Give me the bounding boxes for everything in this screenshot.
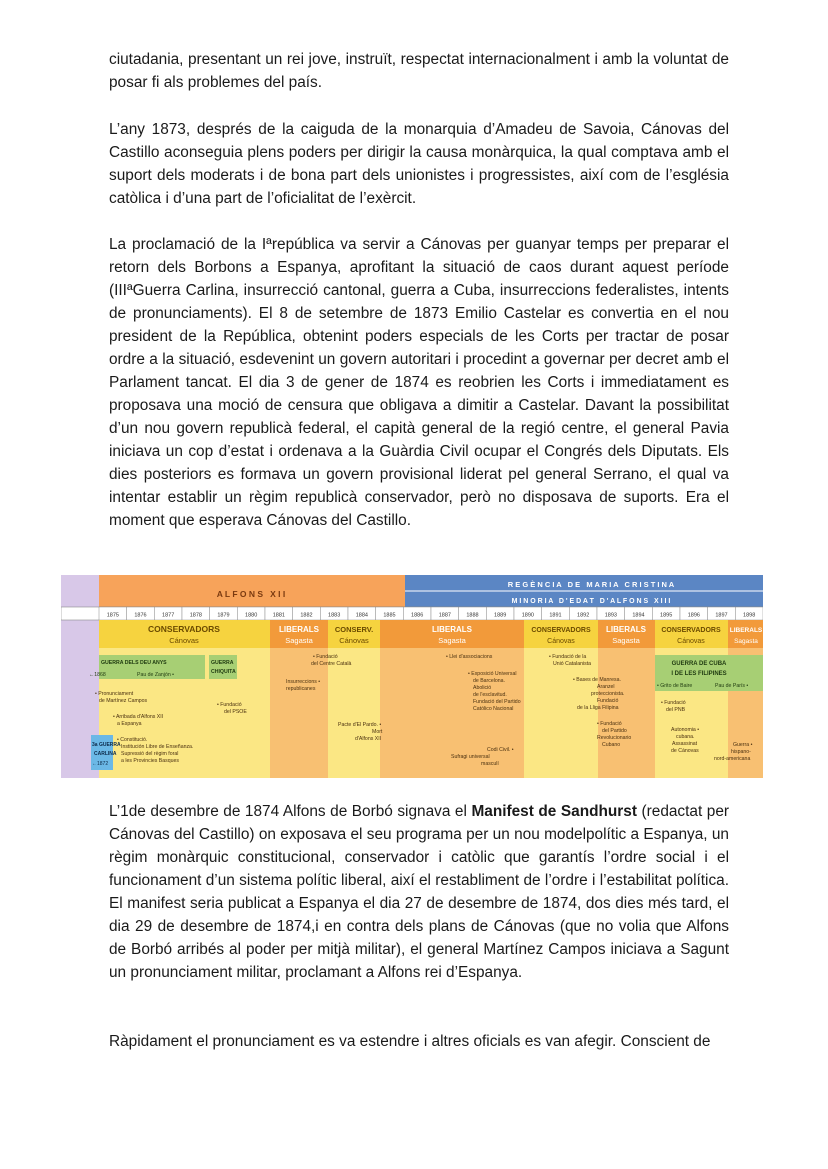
year-label: 1877 bbox=[162, 612, 175, 619]
gov-leader-4: Sagasta bbox=[438, 636, 466, 645]
guerra-cuba-label-1: GUERRA DE CUBA bbox=[671, 661, 727, 667]
year-label: 1883 bbox=[328, 612, 341, 619]
guerra-chiquita-label-2: CHIQUITA bbox=[211, 669, 236, 675]
guerra-chiquita-label-1: GUERRA bbox=[211, 660, 234, 666]
gov-leader-3: Cánovas bbox=[339, 636, 369, 645]
year-label: 1881 bbox=[272, 612, 285, 619]
gov-party-1: CONSERVADORS bbox=[148, 624, 220, 634]
paragraph-4-rest: (redactat per Cánovas del Castillo) on exposava el seu programa per un nou modelpolític a Espanya, un règim monàrquic constitucional, conservador i catòlic que garantís l’ordre social i el funcionament d’un sistema polític liberal, així el restabliment de l’ordre i l’estabilitat política. El manifest seria publicat a Espanya el dia 27 de desembre de 1874, dos dies més tard, el dia 29 de desembre de 1874,i en contra dels plans de Cánovas (que no volia que Alfons de Borbó arribés al poder per mitjà militar), el general Martínez Campos iniciava a Sagunt un pronunciament militar, proclamant a Alfons rei d’Espanya. bbox=[109, 803, 730, 981]
insurreccions-2: republicanes bbox=[286, 686, 316, 692]
year-label: 1884 bbox=[355, 612, 368, 619]
autonomia-1: Autonomia • bbox=[671, 727, 700, 733]
unio-catalanista-2: Unió Catalanista bbox=[553, 661, 592, 667]
year-label: 1891 bbox=[549, 612, 562, 619]
psoe-2: del PSOE bbox=[224, 709, 247, 715]
exposicio-1: • Exposició Universal bbox=[468, 671, 517, 677]
hispano-2: hispano- bbox=[731, 749, 751, 755]
manifest-sandhurst-title: Manifest de Sandhurst bbox=[471, 803, 637, 820]
exposicio-5: Fundació del Partido bbox=[473, 699, 521, 705]
year-label: 1895 bbox=[660, 612, 673, 619]
constitucio-3: Supressió del règim foral bbox=[121, 751, 179, 757]
carlina-label-2: CARLINA bbox=[94, 751, 117, 757]
codi-civil-1: Codi Civil. • bbox=[487, 747, 514, 753]
year-label: 1897 bbox=[715, 612, 728, 619]
pnb-2: del PNB bbox=[666, 707, 686, 713]
constitucio-2: Institución Libre de Enseñanza. bbox=[121, 744, 194, 750]
year-label: 1889 bbox=[494, 612, 507, 619]
pau-paris-label: Pau de París • bbox=[715, 683, 749, 689]
year-label: 1885 bbox=[383, 612, 396, 619]
centre-catala-1: • Fundació bbox=[313, 654, 338, 660]
year-label: 1892 bbox=[577, 612, 590, 619]
llei-associacions: • Llei d'associacions bbox=[446, 654, 493, 660]
guerra-chiquita-box bbox=[209, 655, 237, 679]
paragraph-3: La proclamació de la Iªrepública va servir a Cánovas per guanyar temps per preparar el retorn dels Borbons a Espanya, aprofitant la situació de caos durant aquest període (IIIªGuerra Carlina, insurrecció cantonal, guerra a Cuba, insurreccions federalistes, intents de pronunciaments). El 8 de setembre de 1873 Emilio Castelar es convertia en el nou president de la República, obtenint poders especials de les Corts per tractar de posar ordre a la situació, esdevenint un govern autoritari i procedint a governar per decret amb el Parlament tancat. El dia 3 de gener de 1874 es reobrien les Corts i immediatament es proposava una moció de censura que obligava a dimitir a Castelar. Davant la possibilitat d’un nou govern republicà federal, el capità general de la regió centre, el general Pavia iniciava un cop d’estat i ordenava a la Guàrdia Civil ocupar el Congrés dels Diputats. Els dies posteriors es formava un govern provisional liderat pel general Serrano, el qual va intentar establir un règim republicà conservador, però no disposava de suports. Era el moment que esperava Cánovas del Castillo. bbox=[109, 236, 729, 529]
year-label: 1876 bbox=[134, 612, 147, 619]
constitucio-1: • Constitució. bbox=[117, 737, 148, 743]
constitucio-4: a les Provincies Basques bbox=[121, 758, 179, 764]
year-label: 1879 bbox=[217, 612, 230, 619]
year-label: 1896 bbox=[687, 612, 700, 619]
unio-catalanista-1: • Fundació de la bbox=[549, 654, 587, 660]
pau-zanjon-label: Pau de Zanjón • bbox=[137, 672, 175, 678]
gov-leader-1: Cánovas bbox=[169, 636, 199, 645]
insurreccions-1: Insurreccions • bbox=[286, 679, 321, 685]
gov-party-2: LIBERALS bbox=[279, 625, 319, 634]
year-label: 1888 bbox=[466, 612, 479, 619]
autonomia-2: cubana. bbox=[676, 734, 695, 740]
reign-alfons-label: A L F O N S X I I bbox=[216, 589, 286, 599]
gov-leader-6: Sagasta bbox=[612, 636, 640, 645]
pacte-pardo-3: d'Alfons XII bbox=[355, 736, 382, 742]
exposicio-2: de Barcelona. bbox=[473, 678, 506, 684]
gov-leader-5: Cánovas bbox=[547, 638, 575, 645]
carlina-label-3: ←1872 bbox=[92, 761, 109, 767]
gov-leader-8: Sagasta bbox=[734, 638, 758, 645]
paragraph-4-intro: L’1de desembre de 1874 Alfons de Borbó signava el bbox=[109, 803, 472, 820]
codi-civil-2: Sufragi universal bbox=[451, 754, 490, 760]
gov-party-5: CONSERVADORS bbox=[531, 627, 591, 634]
pacte-pardo-2: Mort bbox=[372, 729, 383, 735]
year-label: 1880 bbox=[245, 612, 258, 619]
hispano-3: nord-americana bbox=[714, 756, 751, 762]
hispano-1: Guerra • bbox=[733, 742, 753, 748]
grito-baire-label: • Grito de Baire bbox=[657, 683, 693, 689]
year-label: 1898 bbox=[743, 612, 756, 619]
gov-party-7: CONSERVADORS bbox=[661, 627, 721, 634]
pronunciament-2: de Martínez Campos bbox=[99, 698, 148, 704]
timeline-figure bbox=[61, 575, 763, 778]
paragraph-2: L’any 1873, després de la caiguda de la monarquia d’Amadeu de Savoia, Cánovas del Castillo aconseguia plens poders per dirigir la causa monàrquica, la qual comptava amb el suport dels moderats i de bona part dels unionistes i progressistes, així com de l’església catòlica i d’una part de l’oficialitat de l’exèrcit. bbox=[109, 121, 729, 207]
gov-party-4: LIBERALS bbox=[432, 625, 472, 634]
regency-subtitle: M I N O R I A D ' E D A T D ' A L F O N S X I I I bbox=[511, 598, 671, 605]
guerra-cuba-label-2: I DE LES FILIPINES bbox=[671, 671, 727, 677]
year-1868-label: ←1868 bbox=[89, 672, 106, 678]
gov-leader-7: Cánovas bbox=[677, 638, 705, 645]
pnb-1: • Fundació bbox=[661, 700, 686, 706]
year-label: 1893 bbox=[604, 612, 617, 619]
paragraph-5: Ràpidament el pronunciament es va estendre i altres oficials es van afegir. Conscient de bbox=[109, 1033, 711, 1050]
codi-civil-3: masculí bbox=[481, 761, 499, 767]
year-label: 1886 bbox=[411, 612, 424, 619]
carlina-label-1: 3a GUERRA bbox=[92, 742, 121, 748]
psoe-1: • Fundació bbox=[217, 702, 242, 708]
guerra-deu-anys-label: GUERRA DELS DEU ANYS bbox=[101, 660, 167, 666]
exposicio-6: Católico Nacional bbox=[473, 706, 514, 712]
gov-party-3: CONSERV. bbox=[334, 625, 374, 634]
manresa-5: de la Lliga Filipina bbox=[577, 705, 619, 711]
manresa-4: Fundació bbox=[597, 698, 619, 704]
year-label: 1894 bbox=[632, 612, 645, 619]
arribada-1: • Arribada d'Alfons XII bbox=[113, 714, 164, 720]
exposicio-4: de l'esclavitud. bbox=[473, 692, 507, 698]
autonomia-4: de Cánovas bbox=[671, 748, 699, 754]
arribada-2: a Espanya bbox=[117, 721, 142, 727]
gov-party-8: LIBERALS bbox=[729, 627, 763, 634]
year-label: 1878 bbox=[189, 612, 202, 619]
manresa-1: • Bases de Manresa. bbox=[573, 677, 621, 683]
manresa-3: proteccionista. bbox=[591, 691, 625, 697]
paragraph-1: ciutadania, presentant un rei jove, instruït, respectat internacionalment i amb la voluntat de posar fi als problemes del país. bbox=[109, 51, 729, 91]
paragraph-4 bbox=[109, 800, 729, 984]
pacte-pardo-1: Pacte d'El Pardo. • bbox=[338, 722, 382, 728]
prc-4: Cubano bbox=[602, 742, 621, 748]
prc-1: • Fundació bbox=[597, 721, 622, 727]
pronunciament-1: • Pronunciament bbox=[95, 691, 134, 697]
year-row bbox=[99, 607, 763, 620]
prc-3: Revolucionario bbox=[597, 735, 632, 741]
manresa-2: Aranzel bbox=[597, 684, 615, 690]
prc-2: del Partido bbox=[602, 728, 627, 734]
centre-catala-2: del Centre Català bbox=[311, 661, 352, 667]
year-label: 1882 bbox=[300, 612, 313, 619]
autonomia-3: Assassinat bbox=[672, 741, 698, 747]
exposicio-3: Abolició bbox=[473, 685, 492, 691]
year-label: 1875 bbox=[106, 612, 119, 619]
gov-party-6: LIBERALS bbox=[606, 625, 646, 634]
year-label: 1890 bbox=[521, 612, 534, 619]
gov-leader-2: Sagasta bbox=[285, 636, 313, 645]
regency-title: R E G È N C I A D E M A R I A C R I S T I N A bbox=[507, 580, 675, 589]
year-label: 1887 bbox=[438, 612, 451, 619]
